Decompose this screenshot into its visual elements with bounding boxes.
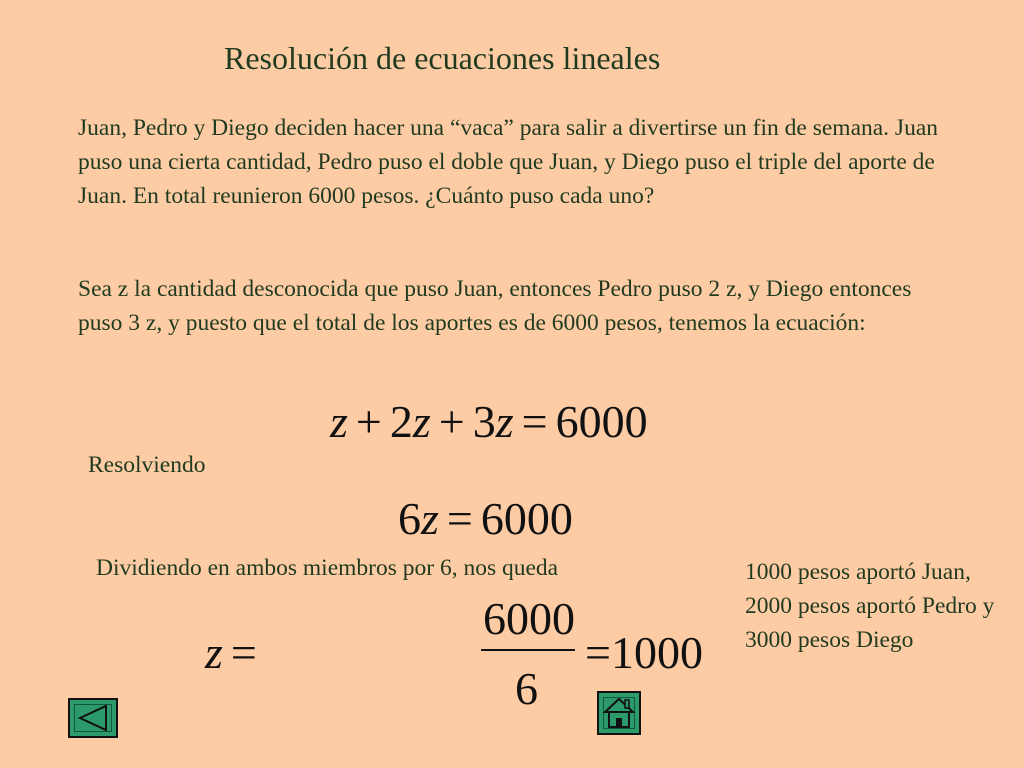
- eq3-var-z: z: [205, 627, 223, 678]
- eq1-coef-2: 2: [389, 396, 413, 447]
- triangle-left-icon: [68, 698, 118, 738]
- page-title: Resolución de ecuaciones lineales: [224, 40, 661, 76]
- eq3-result: 1000: [610, 627, 703, 678]
- resolviendo-label: Resolviendo: [88, 452, 206, 478]
- eq2-var-z: z: [421, 493, 439, 544]
- eq2-rhs: 6000: [480, 493, 573, 544]
- eq1-rhs: 6000: [555, 396, 648, 447]
- conclusion-text: 1000 pesos aportó Juan, 2000 pesos aportó Pedro y 3000 pesos Diego: [745, 559, 995, 653]
- equation-sum: [330, 395, 648, 448]
- problem-statement: Juan, Pedro y Diego deciden hacer una “vaca” para salir a divertirse un fin de semana. Juan puso una cierta cantidad, Pedro puso el doble que Juan, y Diego puso el triple del aporte de Juan. En total reunieron 6000 pesos. ¿Cuánto puso cada uno?: [78, 115, 938, 209]
- eq3-equals2: =: [585, 627, 611, 678]
- eq3-equals: =: [230, 627, 257, 678]
- equation-solution: [205, 593, 703, 714]
- eq1-var-z: z: [330, 396, 348, 447]
- eq2-equals: =: [446, 493, 473, 544]
- home-button[interactable]: [597, 691, 641, 735]
- eq1-var-z3: z: [495, 396, 514, 447]
- eq1-plus2: +: [438, 396, 465, 447]
- back-button[interactable]: [68, 698, 118, 738]
- eq3-lhs: [205, 626, 265, 679]
- eq1-plus: +: [355, 396, 382, 447]
- dividiendo-label: Dividiendo en ambos miembros por 6, nos queda: [96, 555, 559, 581]
- setup-text: Sea z la cantidad desconocida que puso Juan, entonces Pedro puso 2 z, y Diego entonces puso 3 z, y puesto que el total de los aportes es de 6000 pesos, tenemos la ecuación:: [78, 276, 912, 336]
- eq3-numerator: 6000: [483, 593, 575, 644]
- eq3-rhs: [585, 626, 703, 679]
- house-icon: [597, 691, 641, 735]
- eq1-var-z2: z: [412, 396, 431, 447]
- eq3-denominator: 6: [515, 663, 538, 714]
- eq1-equals: =: [521, 396, 548, 447]
- eq1-coef-3: 3: [472, 396, 496, 447]
- equation-simplified: [398, 492, 573, 545]
- eq2-coef: 6: [398, 493, 421, 544]
- fraction-bar: [481, 649, 575, 651]
